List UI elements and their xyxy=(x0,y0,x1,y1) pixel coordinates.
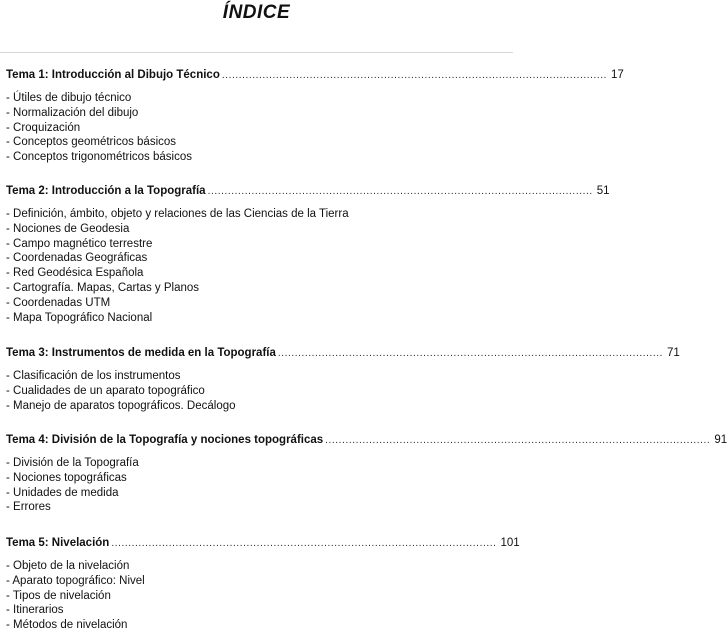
list-item: - Definición, ámbito, objeto y relaciones de las Ciencias de la Tierra xyxy=(6,208,349,220)
toc-subitems xyxy=(6,207,507,325)
title-divider xyxy=(0,52,513,53)
dot-leader: .................................................................................................................. xyxy=(111,538,497,549)
dot-leader: .................................................................................................................. xyxy=(221,70,607,81)
list-item: - Nociones topográficas xyxy=(6,471,127,484)
list-item: - Métodos de nivelación xyxy=(6,619,128,632)
list-item: - Manejo de aparatos topográficos. Decálogo xyxy=(6,399,236,412)
toc-page-number: 71 xyxy=(667,347,680,359)
toc-section-5 xyxy=(6,535,520,633)
dot-leader: .................................................................................................................. xyxy=(277,348,664,359)
list-item: - Errores xyxy=(6,501,51,514)
list-item: - Normalización del dibujo xyxy=(6,106,139,119)
list-item: - Cartografía. Mapas, Cartas y Planos xyxy=(6,281,200,294)
list-item: - Unidades de medida xyxy=(6,486,119,499)
dot-leader: .................................................................................................................. xyxy=(325,435,711,446)
list-item: - Conceptos geométricos básicos xyxy=(6,136,177,149)
list-item: - Coordenadas Geográficas xyxy=(6,252,148,265)
toc-heading: Tema 5: Nivelación xyxy=(6,537,110,549)
list-item: - Conceptos trigonométricos básicos xyxy=(6,151,192,164)
toc-heading: Tema 2: Introducción a la Topografía xyxy=(6,185,206,197)
toc-heading-row[interactable] xyxy=(6,345,680,361)
toc-subitems xyxy=(6,559,507,633)
toc-section-1 xyxy=(6,67,624,165)
toc-section-2 xyxy=(6,183,610,325)
toc-section-3 xyxy=(6,345,680,413)
toc-heading: Tema 3: Instrumentos de medida en la Topografía xyxy=(6,347,276,359)
toc-heading-row[interactable] xyxy=(6,67,624,83)
toc-page-number: 51 xyxy=(596,185,610,197)
toc-heading: Tema 4: División de la Topografía y nociones topográficas xyxy=(6,434,324,446)
toc-section-4 xyxy=(6,432,727,515)
toc-page-number: 101 xyxy=(500,537,520,549)
list-item: - Nociones de Geodesia xyxy=(6,222,130,235)
list-item: - Objeto de la nivelación xyxy=(6,560,130,572)
list-item: - Aparato topográfico: Nivel xyxy=(6,574,145,587)
list-item: - Itinerarios xyxy=(6,604,64,617)
list-item: - Clasificación de los instrumentos xyxy=(6,370,181,382)
toc-page-number: 17 xyxy=(610,69,624,81)
toc-heading-row[interactable] xyxy=(6,183,610,199)
page-title: ÍNDICE xyxy=(222,2,291,23)
list-item: - División de la Topografía xyxy=(6,457,139,469)
toc-subitems xyxy=(6,456,507,515)
toc-subitems xyxy=(6,91,507,165)
toc-heading-row[interactable] xyxy=(6,535,520,551)
list-item: - Croquización xyxy=(6,121,81,134)
list-item: - Campo magnético terrestre xyxy=(6,237,153,250)
toc-heading: Tema 1: Introducción al Dibujo Técnico xyxy=(6,69,220,81)
dot-leader: .................................................................................................................. xyxy=(207,186,593,197)
list-item: - Mapa Topográfico Nacional xyxy=(6,311,153,324)
list-item: - Útiles de dibujo técnico xyxy=(6,92,132,104)
toc-subitems xyxy=(6,369,507,413)
list-item: - Cualidades de un aparato topográfico xyxy=(6,384,205,397)
list-item: - Tipos de nivelación xyxy=(6,589,111,602)
list-item: - Red Geodésica Española xyxy=(6,267,144,280)
list-item: - Coordenadas UTM xyxy=(6,296,111,309)
toc-heading-row[interactable] xyxy=(6,432,727,448)
toc-page-number: 91 xyxy=(714,434,727,446)
